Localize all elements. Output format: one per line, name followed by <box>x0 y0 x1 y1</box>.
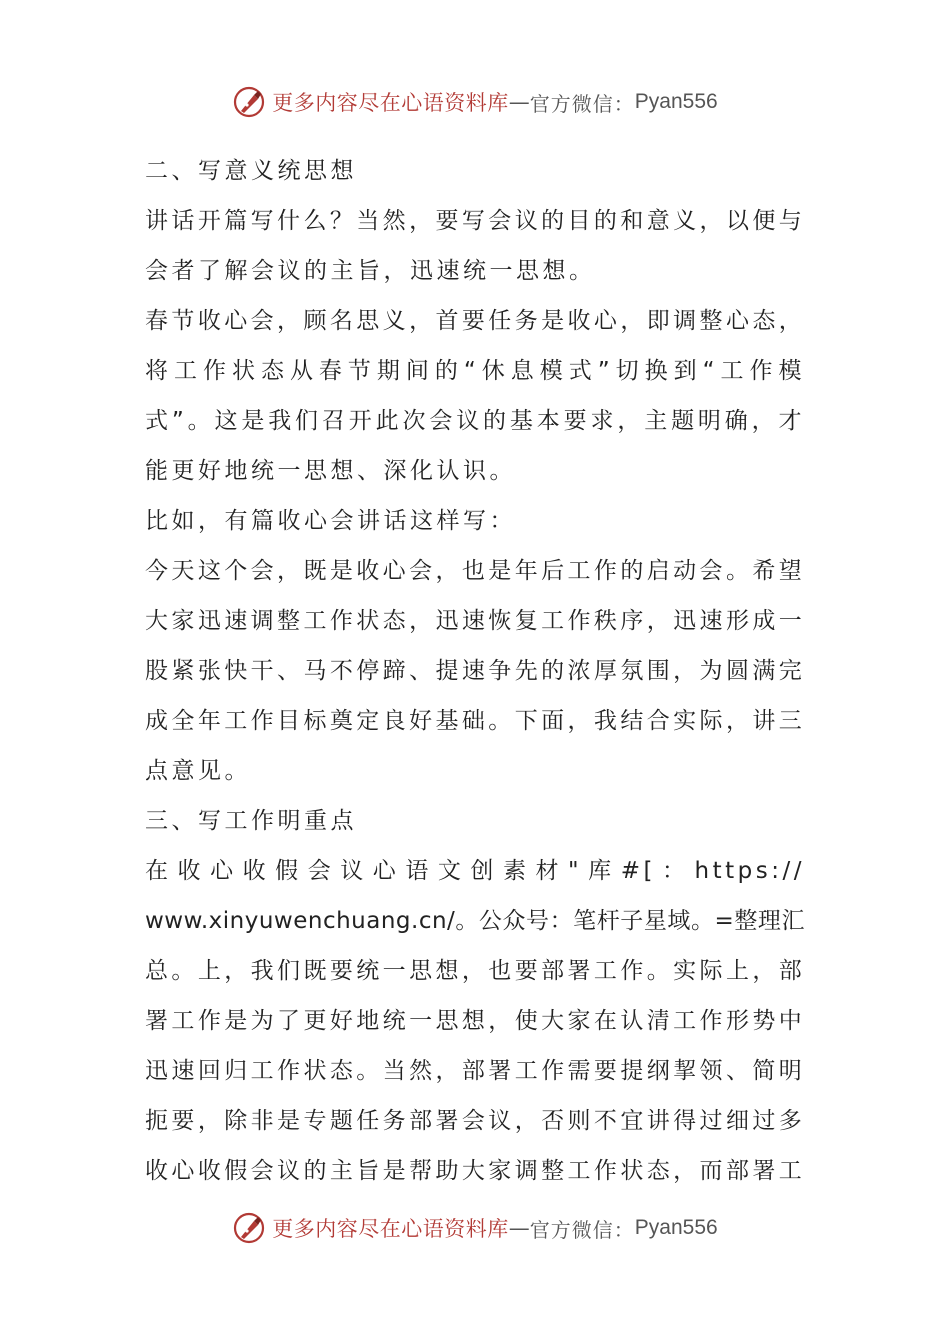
body-text-line: 将工作状态从春节期间的“休息模式”切换到“工作模 <box>145 358 805 384</box>
body-text-line: 大家迅速调整工作状态，迅速恢复工作秩序，迅速形成一 <box>145 608 805 634</box>
header-banner <box>0 82 950 122</box>
banner-wechat-label: 官方微信： <box>529 1217 635 1242</box>
banner-wechat-id: Pyan556 <box>634 90 718 113</box>
banner-content <box>232 85 717 119</box>
body-text-line: 会者了解会议的主旨，迅速统一思想。 <box>145 258 596 284</box>
body-text-line: 署工作是为了更好地统一思想，使大家在认清工作形势中 <box>145 1008 805 1034</box>
body-text-line: www.xinyuwenchuang.cn/。公众号：笔杆子星域。=整理汇 <box>145 908 805 934</box>
footer-banner <box>0 1208 950 1248</box>
body-text-line: 三、写工作明重点 <box>145 808 357 834</box>
body-text-line: 总。上，我们既要统一思想，也要部署工作。实际上，部 <box>145 958 805 984</box>
banner-content <box>232 1211 717 1245</box>
banner-wechat-id: Pyan556 <box>634 1216 718 1239</box>
pen-nib-logo-icon <box>232 1211 266 1245</box>
document-body <box>145 146 805 1196</box>
body-text-line: 收心收假会议的主旨是帮助大家调整工作状态，而部署工 <box>145 1158 805 1184</box>
body-text-line: 点意见。 <box>145 758 251 784</box>
banner-site-text: 更多内容尽在心语资料库 <box>272 91 509 115</box>
body-text-line: 股紧张快干、马不停蹄、提速争先的浓厚氛围，为圆满完 <box>145 658 805 684</box>
banner-wechat-label: 官方微信： <box>529 91 635 116</box>
body-text-line: 二、写意义统思想 <box>145 158 357 184</box>
body-text-line: 式”。这是我们召开此次会议的基本要求，主题明确，才 <box>145 408 805 434</box>
banner-dash: — <box>508 1216 530 1240</box>
body-text-line: 在收心收假会议心语文创素材"库#[：https:// <box>145 858 805 884</box>
body-text-line: 成全年工作目标奠定良好基础。下面，我结合实际，讲三 <box>145 708 805 734</box>
body-text-line: 迅速回归工作状态。当然，部署工作需要提纲挈领、简明 <box>145 1058 805 1084</box>
body-text-line: 讲话开篇写什么？当然，要写会议的目的和意义，以便与 <box>145 208 805 234</box>
body-text-line: 今天这个会，既是收心会，也是年后工作的启动会。希望 <box>145 558 805 584</box>
banner-dash: — <box>508 90 530 114</box>
body-text-line: 春节收心会，顾名思义，首要任务是收心，即调整心态， <box>145 308 805 334</box>
pen-nib-logo-icon <box>232 85 266 119</box>
body-text-line: 扼要，除非是专题任务部署会议，否则不宜讲得过细过多 <box>145 1108 805 1134</box>
body-text-line: 能更好地统一思想、深化认识。 <box>145 458 516 484</box>
banner-site-text: 更多内容尽在心语资料库 <box>272 1217 509 1241</box>
body-text-line: 比如，有篇收心会讲话这样写： <box>145 508 516 534</box>
